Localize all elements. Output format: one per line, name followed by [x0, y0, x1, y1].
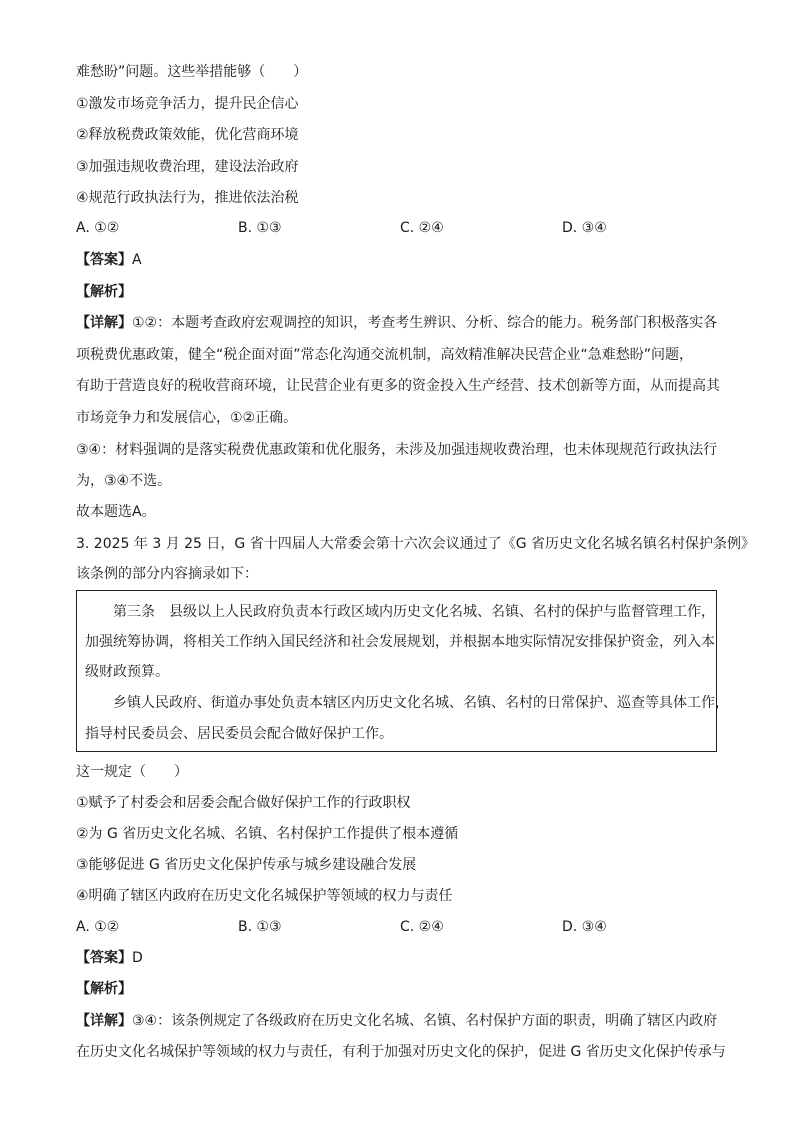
- q3-excerpt-line-3: 级财政预算。: [85, 664, 169, 680]
- q2-detail-tag: 【详解】: [76, 315, 132, 331]
- q3-item-3: ③能够促进 G 省历史文化保护传承与城乡建设融合发展: [76, 857, 417, 873]
- q2-option-a: A. ①②: [76, 220, 120, 236]
- q2-detail-line-1: [76, 313, 734, 333]
- q2-item-2: ②释放税费政策效能，优化营商环境: [76, 127, 299, 143]
- q2-stem-end: 难愁盼”问题。这些举措能够（ ）: [76, 64, 308, 80]
- q3-answer-row: [76, 948, 734, 968]
- q3-detail-tag: 【详解】: [76, 1013, 132, 1029]
- q2-options: [76, 218, 736, 238]
- q2-answer-tag: 【答案】: [76, 252, 132, 268]
- q2-item-4: ④规范行政执法行为，推进依法治税: [76, 190, 299, 206]
- q3-detail-line-2: 在历史文化名城保护等领域的权力与责任，有利于加强对历史文化的保护，促进 G 省历史文化保护传承与: [76, 1044, 726, 1060]
- q3-options: [76, 917, 736, 937]
- q3-excerpt-line-2: 加强统筹协调，将相关工作纳入国民经济和社会发展规划，并根据本地实际情况安排保护资金，列入本: [85, 634, 715, 650]
- q3-excerpt-line-1: 第三条 县级以上人民政府负责本行政区域内历史文化名城、名镇、名村的保护与监督管理工作，: [85, 604, 715, 620]
- q3-answer-value: D: [132, 950, 143, 966]
- q2-option-d: D. ③④: [562, 220, 607, 236]
- q3-detail-text-1: ③④：该条例规定了各级政府在历史文化名城、名镇、名村保护方面的职责，明确了辖区内政府: [132, 1013, 718, 1029]
- q3-option-a: A. ①②: [76, 919, 120, 935]
- q2-detail-line-4: 市场竞争力和发展信心，①②正确。: [76, 410, 298, 426]
- q2-detail-line-6: 为，③④不选。: [76, 473, 172, 489]
- q3-option-d: D. ③④: [562, 919, 607, 935]
- q2-item-3: ③加强违规收费治理，建设法治政府: [76, 159, 299, 175]
- q3-excerpt-box: [76, 590, 729, 752]
- q2-answer-value: A: [132, 252, 142, 268]
- q2-detail-text-1: ①②：本题考查政府宏观调控的知识，考查考生辨识、分析、综合的能力。税务部门积极落实各: [132, 315, 718, 331]
- q3-question: 这一规定（ ）: [76, 764, 188, 780]
- q2-detail-line-3: 有助于营造良好的税收营商环境，让民营企业有更多的资金投入生产经营、技术创新等方面，从而提高其: [76, 378, 720, 394]
- q3-option-c: C. ②④: [400, 919, 444, 935]
- q3-stem-line-2: 该条例的部分内容摘录如下：: [76, 566, 258, 582]
- q2-detail-line-5: ③④：材料强调的是落实税费优惠政策和优化服务，未涉及加强违规收费治理，也未体现规范行政执法行: [76, 442, 718, 458]
- q2-answer-row: [76, 250, 734, 270]
- q2-conclusion: 故本题选A。: [76, 504, 156, 520]
- q3-option-b: B. ①③: [238, 919, 282, 935]
- q3-excerpt-line-4: 乡镇人民政府、街道办事处负责本辖区内历史文化名城、名镇、名村的日常保护、巡查等具体工作，: [85, 695, 729, 711]
- q3-detail-line-1: [76, 1011, 734, 1031]
- q3-item-2: ②为 G 省历史文化名城、名镇、名村保护工作提供了根本遵循: [76, 826, 459, 842]
- q2-option-c: C. ②④: [400, 220, 444, 236]
- q3-answer-tag: 【答案】: [76, 950, 132, 966]
- q2-option-b: B. ①③: [238, 220, 282, 236]
- q3-stem-line-1: 3. 2025 年 3 月 25 日，G 省十四届人大常委会第十六次会议通过了《G 省历史文化名城名镇名村保护条例》: [76, 536, 756, 552]
- q3-item-4: ④明确了辖区内政府在历史文化名城保护等领域的权力与责任: [76, 888, 453, 904]
- q2-item-1: ①激发市场竞争活力，提升民企信心: [76, 96, 299, 112]
- q3-analysis-tag: 【解析】: [76, 981, 132, 997]
- q2-analysis-tag: 【解析】: [76, 284, 132, 300]
- q3-item-1: ①赋予了村委会和居委会配合做好保护工作的行政职权: [76, 795, 411, 811]
- q3-excerpt-line-5: 指导村民委员会、居民委员会配合做好保护工作。: [85, 726, 393, 742]
- q2-detail-line-2: 项税费优惠政策，健全“税企面对面”常态化沟通交流机制，高效精准解决民营企业“急难愁盼”问题，: [76, 347, 694, 363]
